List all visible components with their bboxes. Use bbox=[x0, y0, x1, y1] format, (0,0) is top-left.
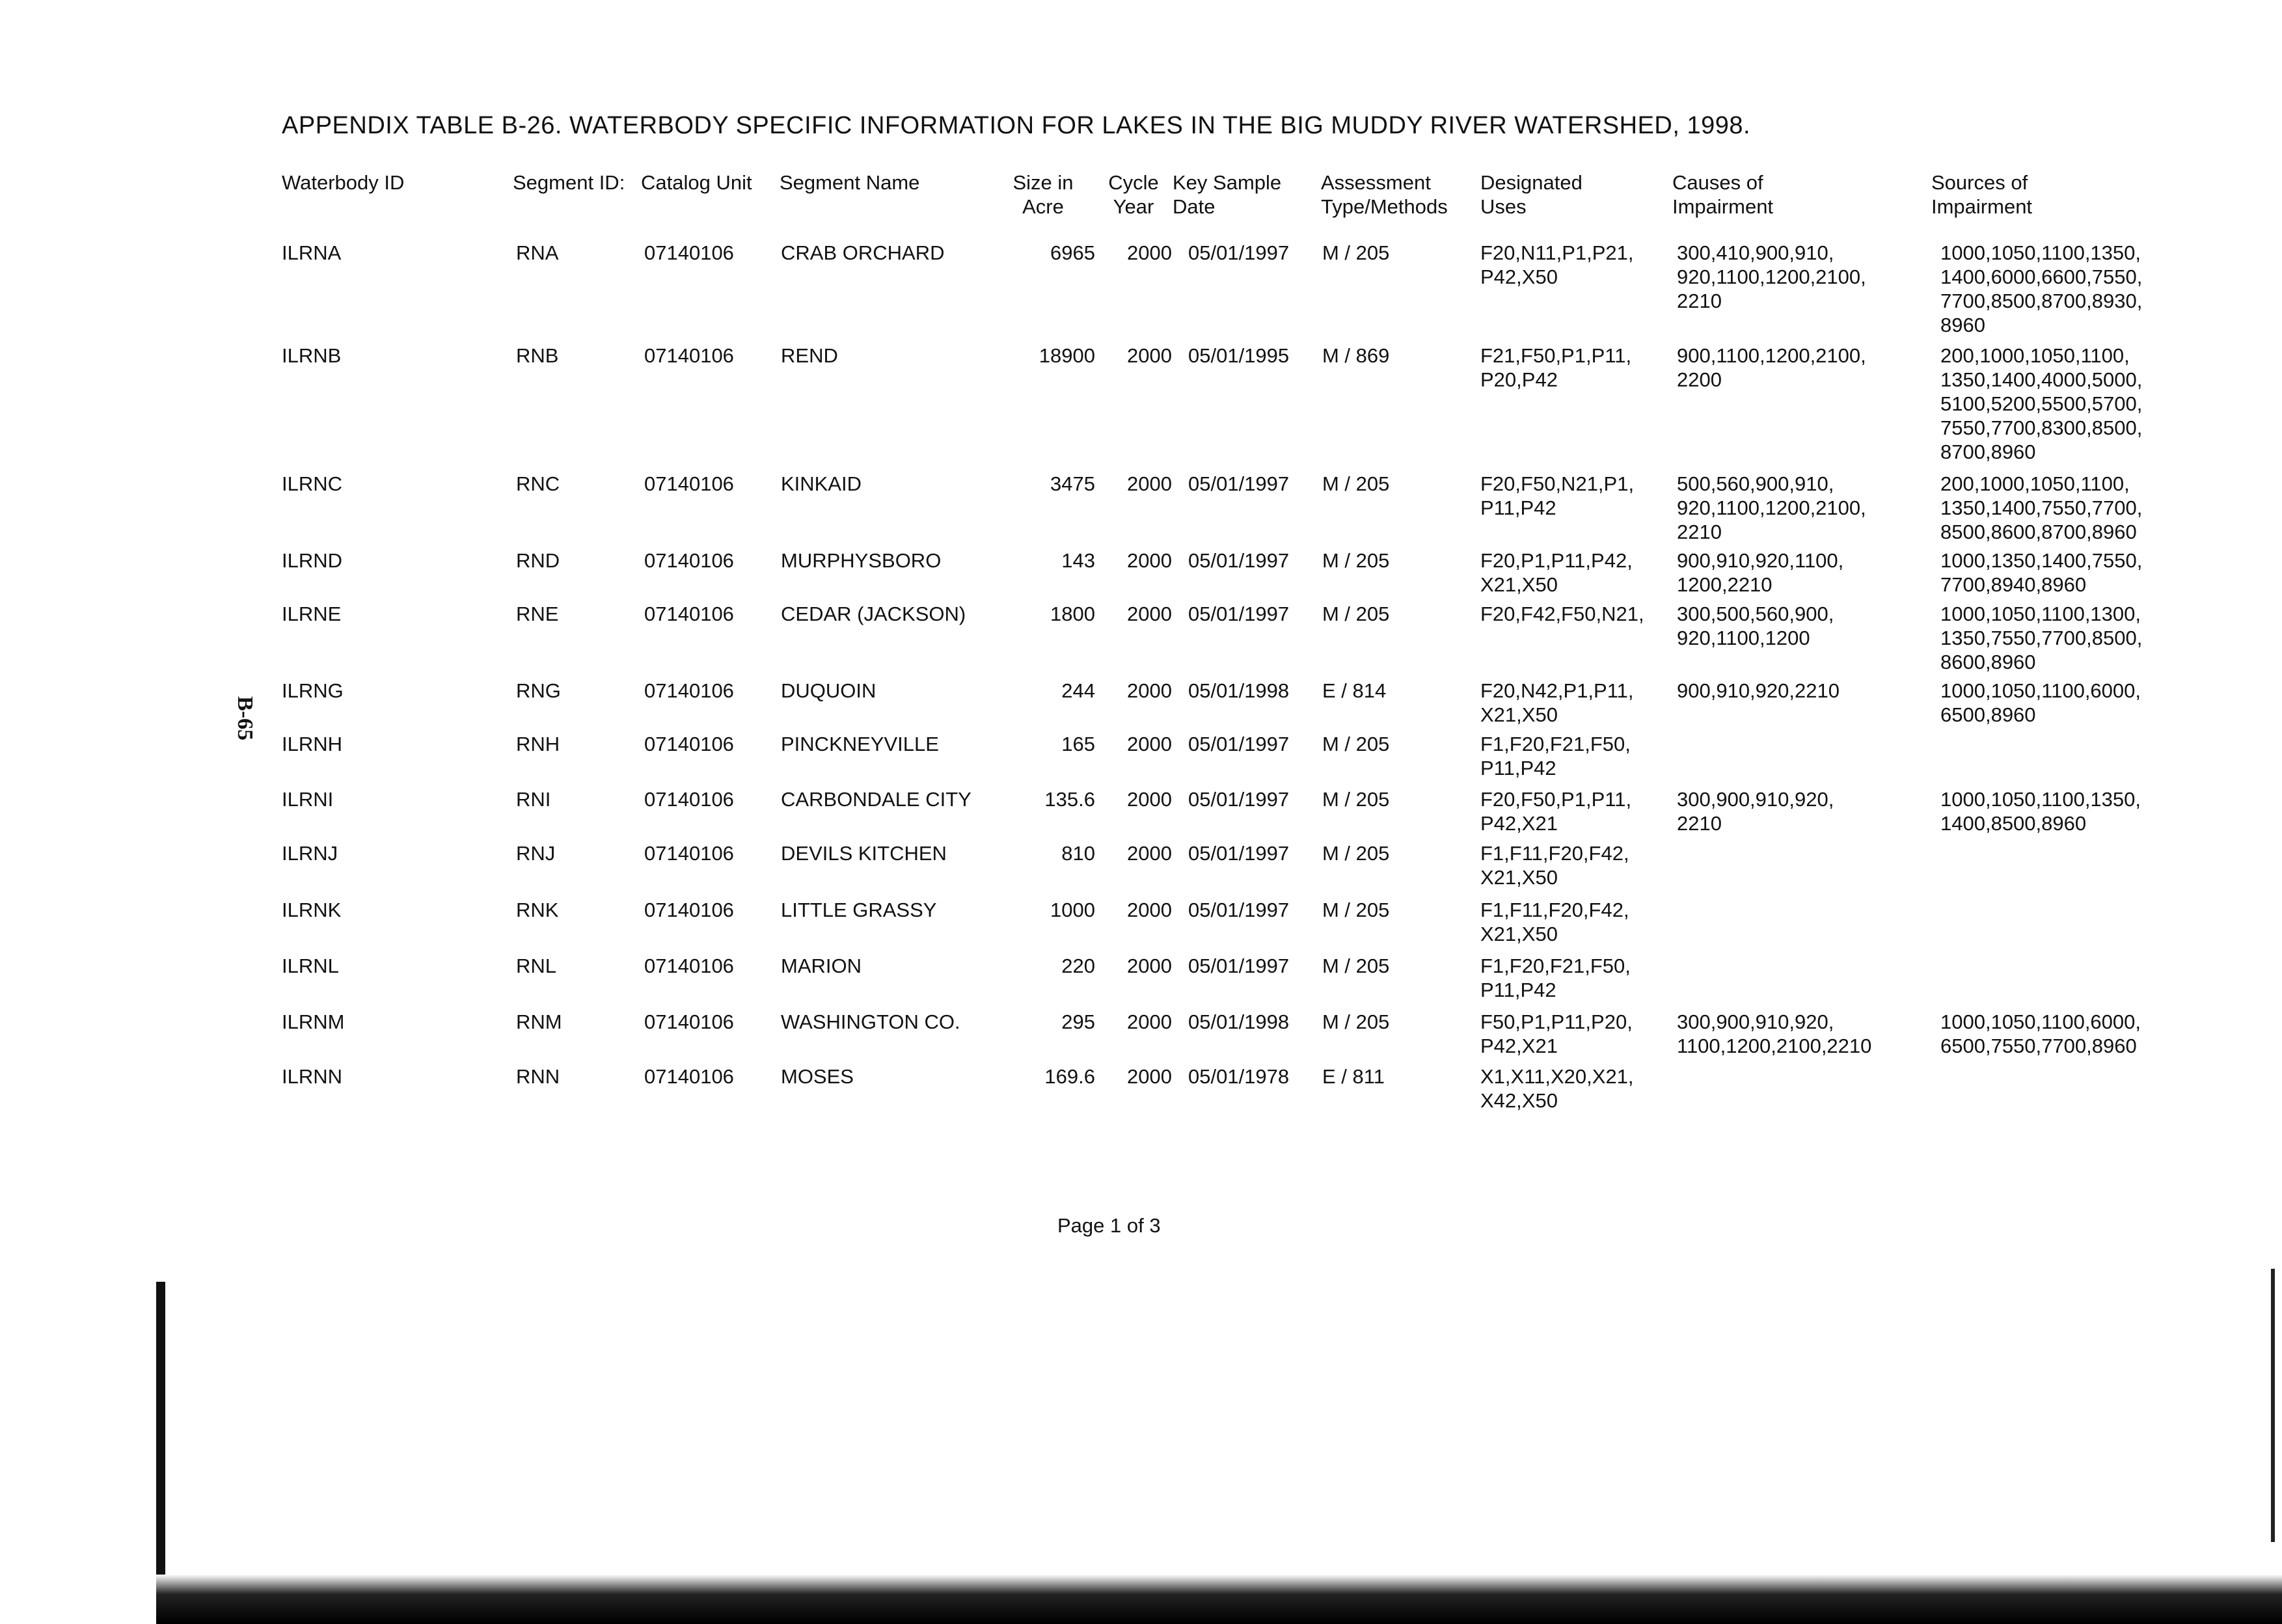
cell-cycle: 2000 bbox=[1127, 679, 1172, 702]
cell-catalog-unit: 07140106 bbox=[644, 788, 734, 811]
cell-segment-name: WASHINGTON CO. bbox=[781, 1010, 960, 1033]
cell-waterbody-id: ILRNL bbox=[282, 954, 339, 977]
cell-segment-id: RNI bbox=[516, 788, 551, 811]
cell-assessment: M / 205 bbox=[1322, 472, 1390, 495]
cell-designated: F20,F50,N21,P1, P11,P42 bbox=[1480, 472, 1635, 519]
cell-cycle: 2000 bbox=[1127, 472, 1172, 495]
cell-waterbody-id: ILRNE bbox=[282, 602, 342, 625]
cell-assessment: M / 205 bbox=[1322, 899, 1390, 921]
cell-key-sample: 05/01/1997 bbox=[1188, 472, 1290, 495]
cell-size: 3475 bbox=[1050, 472, 1095, 495]
cell-waterbody-id: ILRNM bbox=[282, 1010, 345, 1033]
cell-designated: F1,F20,F21,F50, P11,P42 bbox=[1480, 954, 1631, 1001]
cell-key-sample: 05/01/1997 bbox=[1188, 788, 1290, 811]
cell-cycle: 2000 bbox=[1127, 549, 1172, 572]
cell-segment-name: DEVILS KITCHEN bbox=[781, 842, 947, 865]
scan-edge-left bbox=[156, 1282, 165, 1588]
cell-key-sample: 05/01/1997 bbox=[1188, 241, 1290, 264]
cell-catalog-unit: 07140106 bbox=[644, 241, 734, 264]
cell-sources: 200,1000,1050,1100, 1350,1400,4000,5000, 5100,5200,5500,5700, 7550,7700,8300,8500, 8700,8960 bbox=[1940, 344, 2143, 463]
header-catalog-unit: Catalog Unit bbox=[641, 171, 752, 194]
cell-sources: 1000,1050,1100,6000, 6500,8960 bbox=[1940, 679, 2141, 726]
scan-edge-right bbox=[2271, 1269, 2275, 1542]
cell-key-sample: 05/01/1978 bbox=[1188, 1065, 1290, 1088]
cell-cycle: 2000 bbox=[1127, 954, 1172, 977]
cell-catalog-unit: 07140106 bbox=[644, 1065, 734, 1088]
cell-segment-name: MURPHYSBORO bbox=[781, 549, 942, 572]
cell-assessment: M / 205 bbox=[1322, 1010, 1390, 1033]
cell-waterbody-id: ILRNG bbox=[282, 679, 344, 702]
cell-assessment: M / 205 bbox=[1322, 842, 1390, 865]
cell-waterbody-id: ILRND bbox=[282, 549, 343, 572]
cell-sources: 1000,1050,1100,1350, 1400,8500,8960 bbox=[1940, 788, 2141, 835]
cell-segment-name: LITTLE GRASSY bbox=[781, 899, 937, 921]
header-causes: Causes of Impairment bbox=[1672, 171, 1774, 218]
cell-waterbody-id: ILRNN bbox=[282, 1065, 343, 1088]
cell-cycle: 2000 bbox=[1127, 899, 1172, 921]
cell-causes: 300,500,560,900, 920,1100,1200 bbox=[1677, 602, 1834, 649]
cell-assessment: E / 814 bbox=[1322, 679, 1387, 702]
cell-waterbody-id: ILRNK bbox=[282, 899, 342, 921]
cell-size: 295 bbox=[1061, 1010, 1095, 1033]
cell-catalog-unit: 07140106 bbox=[644, 679, 734, 702]
cell-size: 18900 bbox=[1039, 344, 1095, 367]
cell-designated: F21,F50,P1,P11, P20,P42 bbox=[1480, 344, 1632, 391]
cell-catalog-unit: 07140106 bbox=[644, 602, 734, 625]
cell-key-sample: 05/01/1995 bbox=[1188, 344, 1290, 367]
cell-key-sample: 05/01/1997 bbox=[1188, 842, 1290, 865]
cell-designated: F20,N11,P1,P21, P42,X50 bbox=[1480, 241, 1634, 288]
cell-assessment: E / 811 bbox=[1322, 1065, 1385, 1088]
cell-segment-id: RNB bbox=[516, 344, 559, 367]
cell-sources: 1000,1050,1100,1350, 1400,6000,6600,7550, 7700,8500,8700,8930, 8960 bbox=[1940, 241, 2143, 336]
cell-causes: 500,560,900,910, 920,1100,1200,2100, 2210 bbox=[1677, 472, 1866, 543]
cell-sources: 1000,1050,1100,6000, 6500,7550,7700,8960 bbox=[1940, 1010, 2141, 1057]
header-waterbody-id: Waterbody ID bbox=[282, 171, 405, 194]
cell-cycle: 2000 bbox=[1127, 1010, 1172, 1033]
cell-segment-name: KINKAID bbox=[781, 472, 862, 495]
header-segment-id: Segment ID: bbox=[513, 171, 625, 194]
cell-catalog-unit: 07140106 bbox=[644, 472, 734, 495]
cell-causes: 900,1100,1200,2100, 2200 bbox=[1677, 344, 1866, 391]
cell-sources: 1000,1350,1400,7550, 7700,8940,8960 bbox=[1940, 549, 2143, 596]
header-key-sample-date: Key Sample Date bbox=[1173, 171, 1282, 218]
cell-waterbody-id: ILRNH bbox=[282, 733, 343, 755]
cell-sources: 1000,1050,1100,1300, 1350,7550,7700,8500, 8600,8960 bbox=[1940, 602, 2143, 673]
cell-segment-name: DUQUOIN bbox=[781, 679, 876, 702]
cell-segment-id: RNG bbox=[516, 679, 561, 702]
cell-key-sample: 05/01/1998 bbox=[1188, 679, 1290, 702]
cell-segment-name: MARION bbox=[781, 954, 862, 977]
cell-size: 6965 bbox=[1050, 241, 1095, 264]
cell-segment-name: PINCKNEYVILLE bbox=[781, 733, 939, 755]
cell-key-sample: 05/01/1998 bbox=[1188, 1010, 1290, 1033]
cell-causes: 300,900,910,920, 2210 bbox=[1677, 788, 1834, 835]
cell-segment-id: RNK bbox=[516, 899, 559, 921]
header-cycle-year: Cycle Year bbox=[1108, 171, 1159, 218]
cell-designated: F50,P1,P11,P20, P42,X21 bbox=[1480, 1010, 1633, 1057]
cell-catalog-unit: 07140106 bbox=[644, 549, 734, 572]
cell-cycle: 2000 bbox=[1127, 842, 1172, 865]
cell-designated: F1,F20,F21,F50, P11,P42 bbox=[1480, 733, 1631, 779]
cell-designated: F20,N42,P1,P11, X21,X50 bbox=[1480, 679, 1634, 726]
cell-assessment: M / 205 bbox=[1322, 241, 1390, 264]
cell-segment-name: CARBONDALE CITY bbox=[781, 788, 971, 811]
cell-segment-id: RNH bbox=[516, 733, 560, 755]
cell-assessment: M / 205 bbox=[1322, 788, 1390, 811]
cell-causes: 900,910,920,2210 bbox=[1677, 679, 1840, 702]
header-designated-uses: Designated Uses bbox=[1480, 171, 1582, 218]
cell-assessment: M / 205 bbox=[1322, 602, 1390, 625]
cell-segment-name: CRAB ORCHARD bbox=[781, 241, 945, 264]
cell-waterbody-id: ILRNB bbox=[282, 344, 342, 367]
header-assessment: Assessment Type/Methods bbox=[1321, 171, 1448, 218]
cell-segment-name: MOSES bbox=[781, 1065, 854, 1088]
cell-cycle: 2000 bbox=[1127, 241, 1172, 264]
cell-segment-id: RNL bbox=[516, 954, 557, 977]
cell-assessment: M / 205 bbox=[1322, 954, 1390, 977]
cell-size: 165 bbox=[1061, 733, 1095, 755]
cell-catalog-unit: 07140106 bbox=[644, 344, 734, 367]
cell-designated: F1,F11,F20,F42, X21,X50 bbox=[1480, 842, 1629, 889]
header-size: Size in Acre bbox=[1012, 171, 1074, 218]
cell-segment-name: CEDAR (JACKSON) bbox=[781, 602, 966, 625]
cell-key-sample: 05/01/1997 bbox=[1188, 954, 1290, 977]
cell-waterbody-id: ILRNC bbox=[282, 472, 343, 495]
cell-catalog-unit: 07140106 bbox=[644, 1010, 734, 1033]
cell-key-sample: 05/01/1997 bbox=[1188, 602, 1290, 625]
cell-segment-id: RNC bbox=[516, 472, 560, 495]
cell-key-sample: 05/01/1997 bbox=[1188, 899, 1290, 921]
page-number: Page 1 of 3 bbox=[1057, 1214, 1161, 1237]
cell-designated: F20,F50,P1,P11, P42,X21 bbox=[1480, 788, 1632, 835]
cell-cycle: 2000 bbox=[1127, 733, 1172, 755]
cell-catalog-unit: 07140106 bbox=[644, 954, 734, 977]
cell-segment-name: REND bbox=[781, 344, 838, 367]
cell-size: 169.6 bbox=[1044, 1065, 1095, 1088]
cell-catalog-unit: 07140106 bbox=[644, 842, 734, 865]
cell-size: 1800 bbox=[1050, 602, 1095, 625]
cell-size: 135.6 bbox=[1044, 788, 1095, 811]
cell-segment-id: RNJ bbox=[516, 842, 556, 865]
cell-assessment: M / 205 bbox=[1322, 733, 1390, 755]
table-title: APPENDIX TABLE B-26. WATERBODY SPECIFIC INFORMATION FOR LAKES IN THE BIG MUDDY RIVER WATERSHED, 1998. bbox=[282, 112, 1751, 139]
cell-segment-id: RNA bbox=[516, 241, 559, 264]
cell-cycle: 2000 bbox=[1127, 344, 1172, 367]
side-page-label: B-65 bbox=[233, 696, 257, 740]
header-segment-name: Segment Name bbox=[780, 171, 920, 194]
cell-designated: F20,F42,F50,N21, bbox=[1480, 602, 1644, 625]
cell-causes: 300,410,900,910, 920,1100,1200,2100, 2210 bbox=[1677, 241, 1866, 312]
cell-size: 220 bbox=[1061, 954, 1095, 977]
cell-designated: F1,F11,F20,F42, X21,X50 bbox=[1480, 899, 1629, 945]
cell-waterbody-id: ILRNI bbox=[282, 788, 334, 811]
cell-designated: X1,X11,X20,X21, X42,X50 bbox=[1480, 1065, 1634, 1112]
cell-designated: F20,P1,P11,P42, X21,X50 bbox=[1480, 549, 1633, 596]
cell-waterbody-id: ILRNJ bbox=[282, 842, 338, 865]
cell-size: 810 bbox=[1061, 842, 1095, 865]
cell-cycle: 2000 bbox=[1127, 1065, 1172, 1088]
cell-cycle: 2000 bbox=[1127, 788, 1172, 811]
cell-causes: 900,910,920,1100, 1200,2210 bbox=[1677, 549, 1844, 596]
cell-size: 143 bbox=[1061, 549, 1095, 572]
cell-assessment: M / 869 bbox=[1322, 344, 1390, 367]
cell-sources: 200,1000,1050,1100, 1350,1400,7550,7700, 8500,8600,8700,8960 bbox=[1940, 472, 2143, 543]
scan-edge-bottom bbox=[156, 1575, 2282, 1624]
cell-catalog-unit: 07140106 bbox=[644, 733, 734, 755]
cell-segment-id: RNE bbox=[516, 602, 559, 625]
cell-size: 244 bbox=[1061, 679, 1095, 702]
cell-causes: 300,900,910,920, 1100,1200,2100,2210 bbox=[1677, 1010, 1872, 1057]
cell-cycle: 2000 bbox=[1127, 602, 1172, 625]
cell-waterbody-id: ILRNA bbox=[282, 241, 342, 264]
cell-segment-id: RNM bbox=[516, 1010, 562, 1033]
cell-key-sample: 05/01/1997 bbox=[1188, 549, 1290, 572]
cell-key-sample: 05/01/1997 bbox=[1188, 733, 1290, 755]
header-sources: Sources of Impairment bbox=[1931, 171, 2033, 218]
cell-segment-id: RNN bbox=[516, 1065, 560, 1088]
cell-size: 1000 bbox=[1050, 899, 1095, 921]
cell-assessment: M / 205 bbox=[1322, 549, 1390, 572]
cell-catalog-unit: 07140106 bbox=[644, 899, 734, 921]
cell-segment-id: RND bbox=[516, 549, 560, 572]
